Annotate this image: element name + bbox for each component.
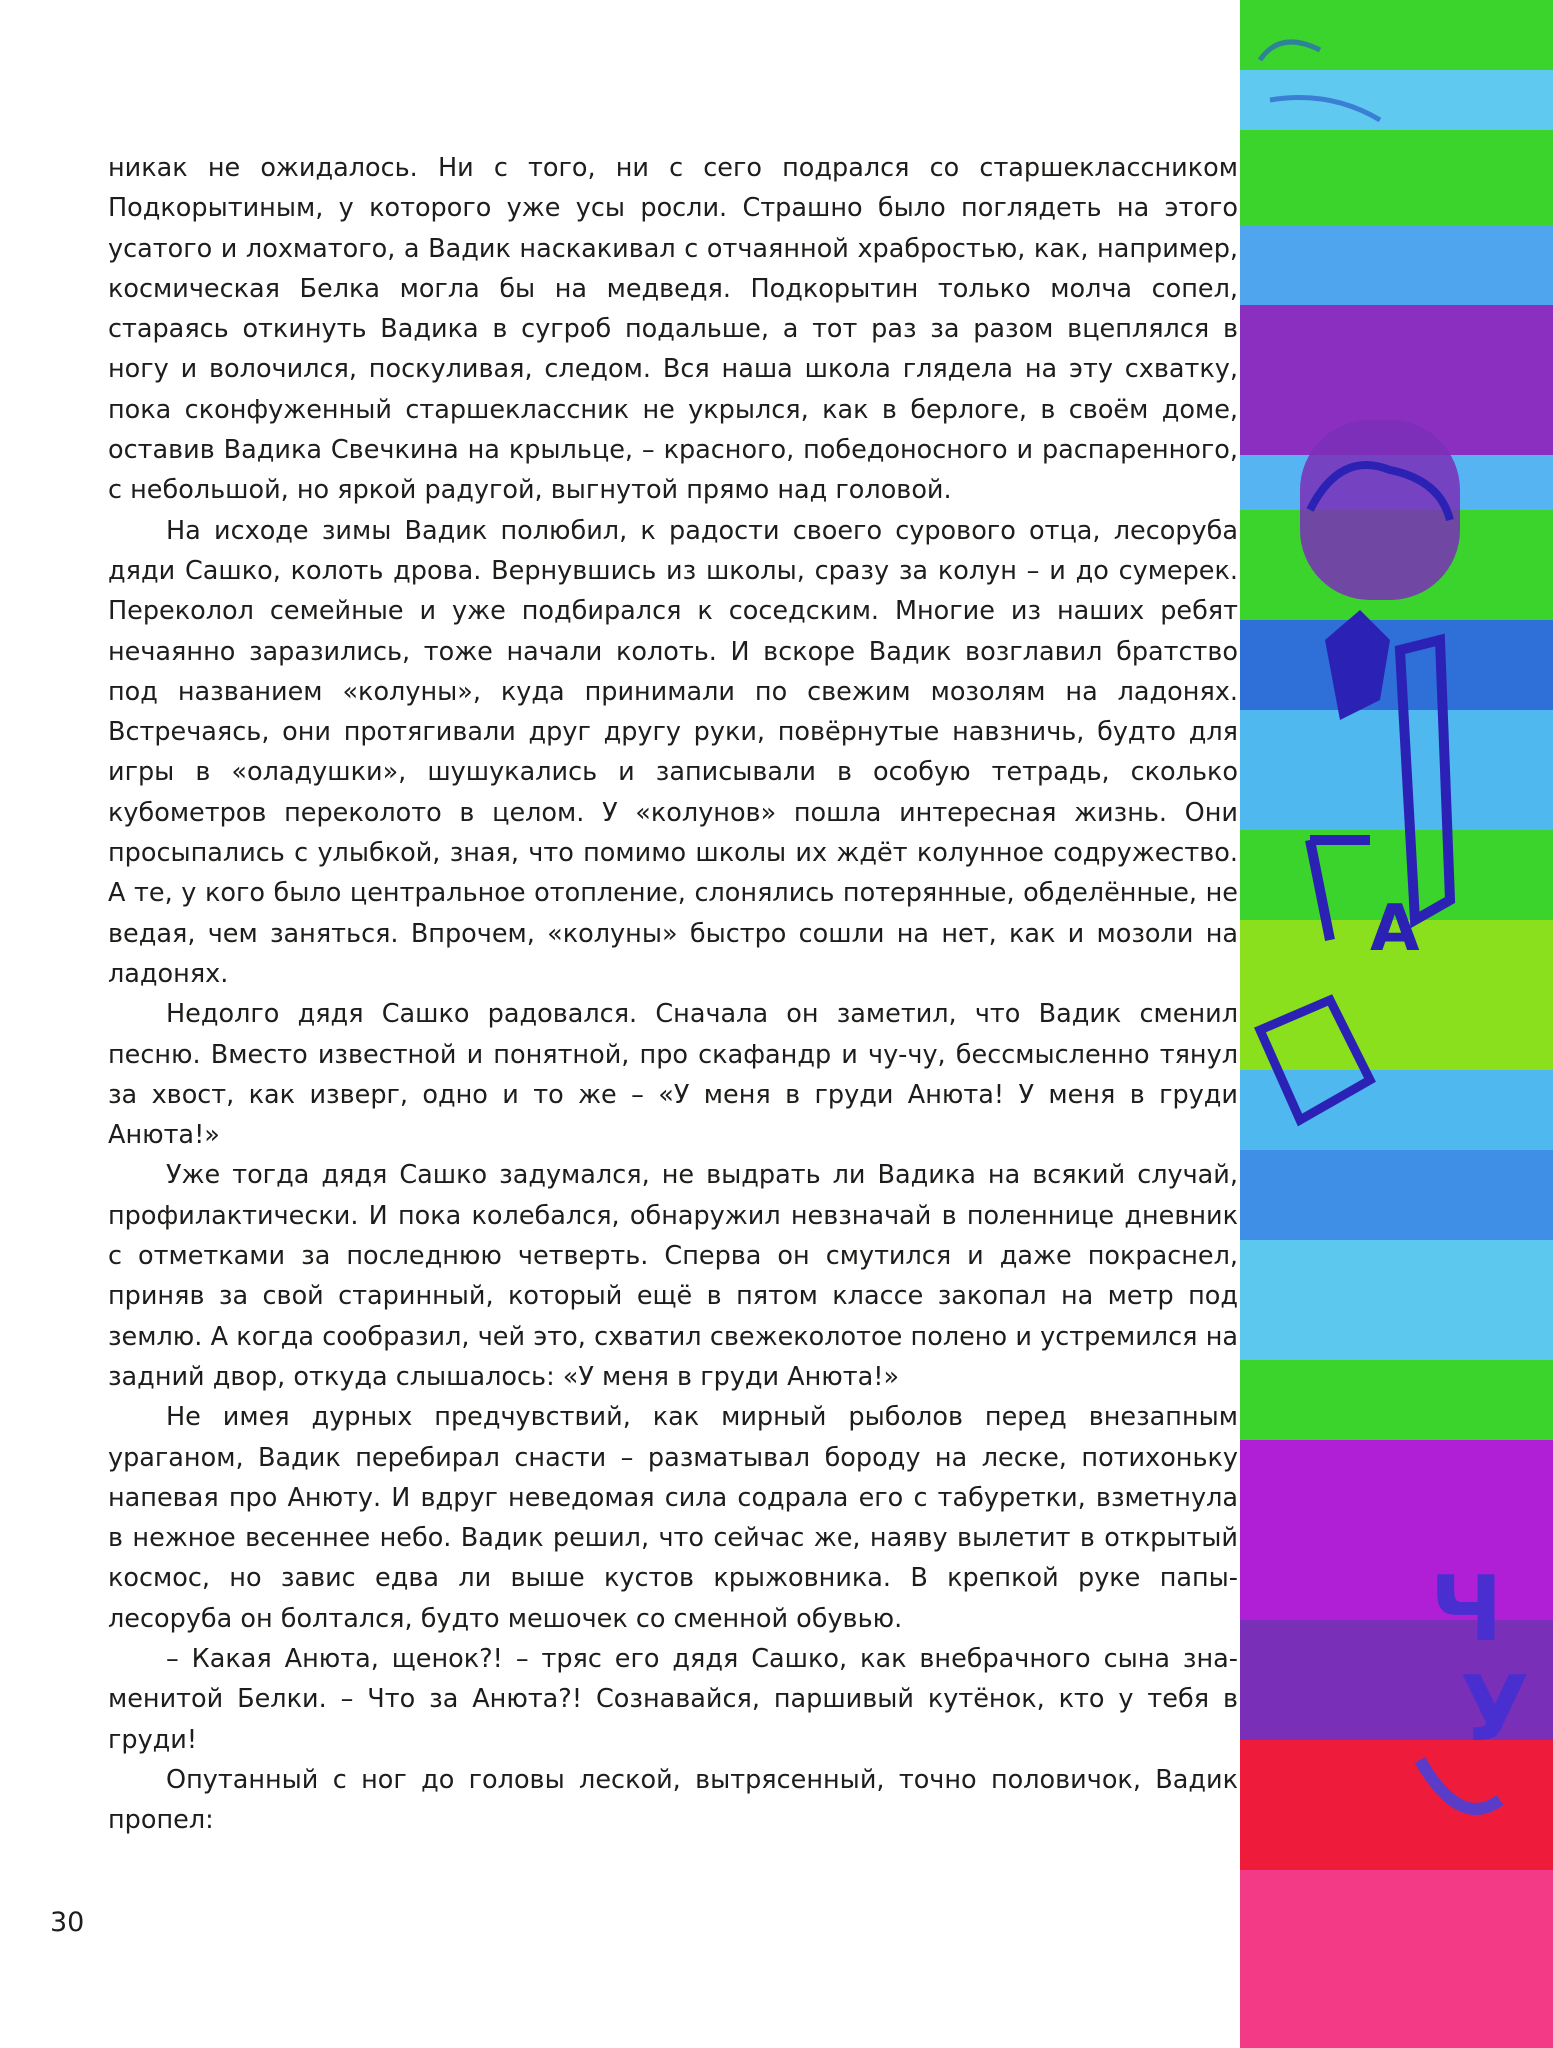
paragraph: – Какая Анюта, щенок?! – тряс его дядя Сашко, как внебрачного сына знаменитой Белки. – Что за Анюта?! Сознавайся, паршивый кутёнок, кто у тебя в груди!: [108, 1643, 1238, 1755]
page-number: 30: [50, 1907, 85, 1938]
painted-letters: У: [1460, 1657, 1530, 1762]
painted-letters: Ч: [1430, 1557, 1503, 1662]
paragraph: Уже тогда дядя Сашко задумался, не выдрать ли Вадика на всякий случай, профилактически. И пока колебался, обнаружил невзначай в поленнице дневник с отметками за последнюю четверть. Сперва он смутился и даже покраснел, приняв за свой старинный, который ещё в пятом классе закопал на метр под землю. А когда сообразил, чей это, схватил свежеколотое полено и устремился на задний двор, откуда слышалось: «У меня в груди Анюта!»: [108, 1160, 1238, 1392]
paragraph: Опутанный с ног до головы леской, вытрясенный, точно половичок, Вадик пропел:: [108, 1764, 1238, 1836]
painted-stripes-illustration: [1240, 0, 1553, 2048]
paragraph: никак не ожидалось. Ни с того, ни с сего подрался со старшеклассником Подкорытиным, у которого уже усы росли. Страшно было поглядеть на этого усатого и лохматого, а Вадик наскакивал с отчаянной храбростью, как, например, космическая Белка могла бы на медведя. Подкорытин только молча сопел, стараясь откинуть Вадика в сугроб подальше, а тот раз за разом вцеплялся в ногу и волочился, поскуливая, следом. Вся наша школа глядела на эту схватку, пока сконфуженный старшеклассник не укрылся, как в берлоге, в своём доме, оставив Вадика Свечкина на крыльце, – красного, победоносного и распаренного, с небольшой, но яркой радугой, выгнутой прямо над головой.: [108, 153, 1238, 506]
paragraph: Недолго дядя Сашко радовался. Сначала он заметил, что Вадик сменил песню. Вместо известной и понятной, про скафандр и чу-чу, бессмысленно тянул за хвост, как изверг, одно и то же – «У меня в груди Анюта! У меня в груди Анюта!»: [108, 999, 1238, 1151]
painted-letters: A: [1370, 892, 1420, 966]
illustration-canvas: [1240, 0, 1553, 2048]
paragraph: На исходе зимы Вадик полюбил, к радости своего сурового отца, лесоруба дяди Сашко, колоть дрова. Вернувшись из школы, сразу за колун – и до сумерек. Переколол семейные и уже подбирался к соседским. Многие из наших ребят нечаянно заразились, тоже начали колоть. И вскоре Вадик возглавил братство под названием «колуны», куда принимали по свежим мозолям на ладонях. Встречаясь, они протягивали друг другу руки, повёрнутые навзничь, будто для игры в «оладушки», шушукались и записывали в особую тетрадь, сколько кубометров переколото в целом. У «колунов» пошла интересная жизнь. Они просыпались с улыбкой, зная, что помимо школы их ждёт колунное содружество. А те, у кого было центральное отопление, слонялись потерянные, обделённые, не ведая, чем заняться. Впрочем, «колуны» быстро сошли на нет, как и мозоли на ладонях.: [108, 515, 1238, 989]
paragraph: Не имея дурных предчувствий, как мирный рыболов перед внезапным ураганом, Вадик перебирал снасти – разматывал бороду на леске, потихоньку напевая про Анюту. И вдруг неведомая сила содрала его с табуретки, взметнула в нежное весеннее небо. Вадик решил, что сейчас же, наяву вылетит в открытый космос, но завис едва ли выше кустов крыжовника. В крепкой руке папы-лесоруба он болтался, будто мешочек со сменной обувью.: [108, 1402, 1238, 1634]
text-column: [108, 148, 1238, 1840]
